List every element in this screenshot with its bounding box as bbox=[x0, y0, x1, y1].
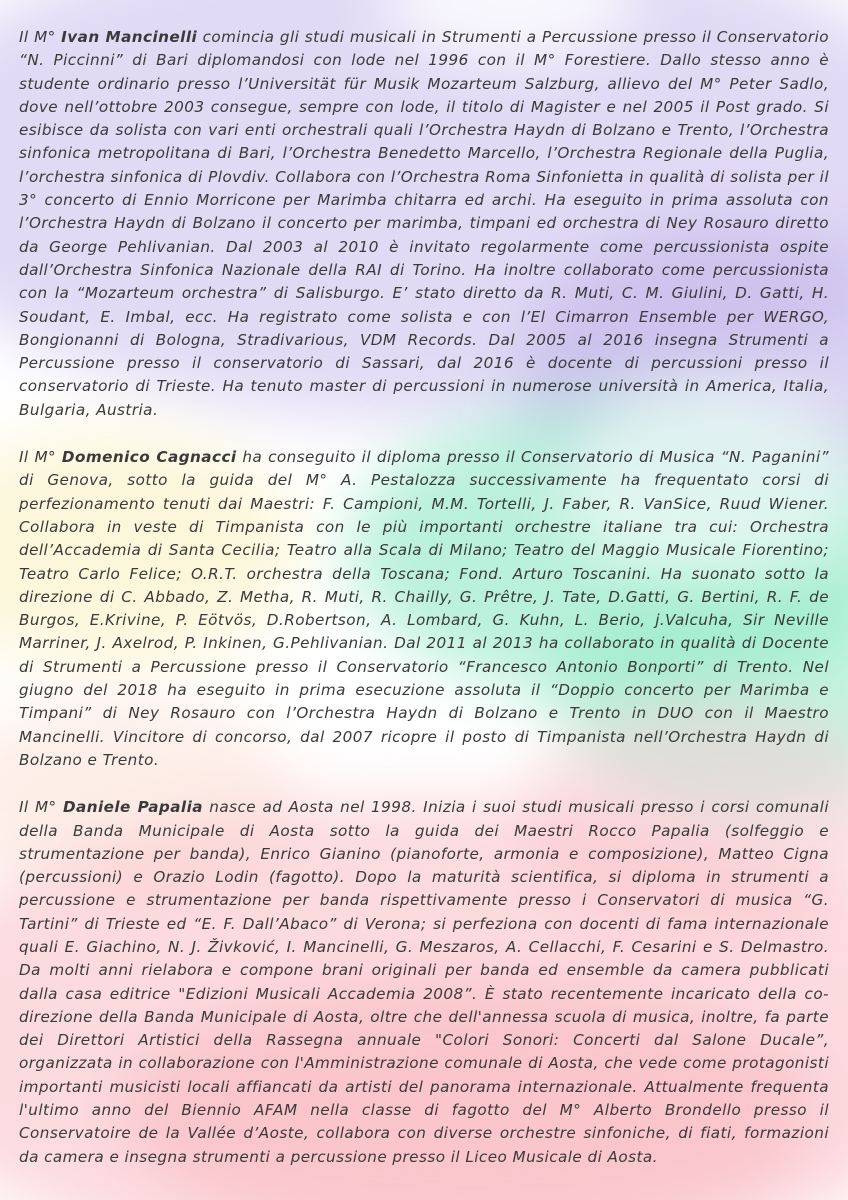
bio-name: Daniele Papalia bbox=[62, 798, 203, 817]
bio-name: Domenico Cagnacci bbox=[61, 448, 237, 467]
bio-domenico-cagnacci bbox=[19, 446, 829, 772]
bio-prefix: Il M° bbox=[19, 448, 62, 467]
bio-ivan-mancinelli bbox=[19, 26, 829, 422]
bio-name: Ivan Mancinelli bbox=[61, 28, 198, 46]
bio-text: nasce ad Aosta nel 1998. Inizia i suoi studi musicali presso i corsi comunali della Banda Municipale di Aosta sotto la guida dei Maestri Rocco Papalia (solfeggio e strumentazione per banda), Enrico Gianino (pianoforte, armonia e composizione), Matteo Cigna (percussioni) e Orazio Lodin (fagotto). Dopo la maturità scientifica, si diploma in strumenti a percussione e strumentazione per banda rispettivamente presso i Conservatori di musica “G. Tartini” di Trieste ed “E. F. Dall’Abaco” di Verona; si perfeziona con docenti di fama internazionale quali E. Giachino, N. J. Živković, I. Mancinelli, G. Meszaros, A. Cellacchi, F. Cesarini e S. Delmastro. Da molti anni rielabora e compone brani originali per banda ed ensemble da camera pubblicati dalla casa editrice "Edizioni Musicali Accademia 2008”. È stato recentemente incaricato della co-direzione della Banda Municipale di Aosta, oltre che dell'annessa scuola di musica, inoltre, fa parte dei Direttori Artistici della Rassegna annuale "Colori Sonori: Concerti dal Salone Ducale”, organizzata in collaborazione con l'Amministrazione comunale di Aosta, che vede come protagonisti importanti musicisti locali affiancati da artisti del panorama internazionale. Attualmente frequenta l'ultimo anno del Biennio AFAM nella classe di fagotto del M° Alberto Brondello presso il Conservatoire de la Vallée d’Aoste, collabora con diverse orchestre sinfoniche, di fiati, formazioni da camera e insegna strumenti a percussione presso il Liceo Musicale di Aosta. bbox=[19, 798, 829, 1166]
bio-daniele-papalia bbox=[19, 796, 829, 1169]
biographies bbox=[19, 26, 829, 1193]
bio-prefix: Il M° bbox=[19, 798, 63, 817]
bio-text: ha conseguito il diploma presso il Conservatorio di Musica “N. Paganini” di Genova, sotto la guida del M° A. Pestalozza successivamente ha frequentato corsi di perfezionamento tenuti dai Maestri: F. Campioni, M.M. Tortelli, J. Faber, R. VanSice, Ruud Wiener. Collabora in veste di Timpanista con le più importanti orchestre italiane tra cui: Orchestra dell’Accademia di Santa Cecilia; Teatro alla Scala di Milano; Teatro del Maggio Musicale Fiorentino; Teatro Carlo Felice; O.R.T. orchestra della Toscana; Fond. Arturo Toscanini. Ha suonato sotto la direzione di C. Abbado, Z. Metha, R. Muti, R. Chailly, G. Prêtre, J. Tate, D.Gatti, G. Bertini, R. F. de Burgos, E.Krivine, P. Eötvös, D.Robertson, A. Lombard, G. Kuhn, L. Berio, j.Valcuha, Sir Neville Marriner, J. Axelrod, P. Inkinen, G.Pehlivanian. Dal 2011 al 2013 ha collaborato in qualità di Docente di Strumenti a Percussione presso il Conservatorio “Francesco Antonio Bonporti” di Trento. Nel giugno del 2018 ha eseguito in prima esecuzione assoluta il “Doppio concerto per Marimba e Timpani” di Ney Rosauro con l’Orchestra Haydn di Bolzano e Trento in DUO con il Maestro Mancinelli. Vincitore di concorso, dal 2007 ricopre il posto di Timpanista nell’Orchestra Haydn di Bolzano e Trento. bbox=[19, 448, 829, 769]
bio-prefix: Il M° bbox=[19, 28, 62, 46]
bio-text: comincia gli studi musicali in Strumenti a Percussione presso il Conservatorio “N. Piccinni” di Bari diplomandosi con lode nel 1996 con il M° Forestiere. Dallo stesso anno è studente ordinario presso l’Universität für Musik Mozarteum Salzburg, allievo del M° Peter Sadlo, dove nell’ottobre 2003 consegue, sempre con lode, il titolo di Magister e nel 2005 il Post grado. Si esibisce da solista con vari enti orchestrali quali l’Orchestra Haydn di Bolzano e Trento, l’Orchestra sinfonica metropolitana di Bari, l’Orchestra Benedetto Marcello, l’Orchestra Regionale della Puglia, l’orchestra sinfonica di Plovdiv. Collabora con l’Orchestra Roma Sinfonietta in qualità di solista per il 3° concerto di Ennio Morricone per Marimba chitarra ed archi. Ha eseguito in prima assoluta con l’Orchestra Haydn di Bolzano il concerto per marimba, timpani ed orchestra di Ney Rosauro diretto da George Pehlivanian. Dal 2003 al 2010 è invitato regolarmente come percussionista ospite dall’Orchestra Sinfonica Nazionale della RAI di Torino. Ha inoltre collaborato come percussionista con la “Mozarteum orchestra” di Salisburgo. E’ stato diretto da R. Muti, C. M. Giulini, D. Gatti, H. Soudant, E. Imbal, ecc. Ha registrato come solista e con l’El Cimarron Ensemble per WERGO, Bongionanni di Bologna, Stradivarious, VDM Records. Dal 2005 al 2016 insegna Strumenti a Percussione presso il conservatorio di Sassari, dal 2016 è docente di percussioni presso il conservatorio di Trieste. Ha tenuto master di percussioni in numerose università in America, Italia, Bulgaria, Austria. bbox=[19, 28, 829, 419]
